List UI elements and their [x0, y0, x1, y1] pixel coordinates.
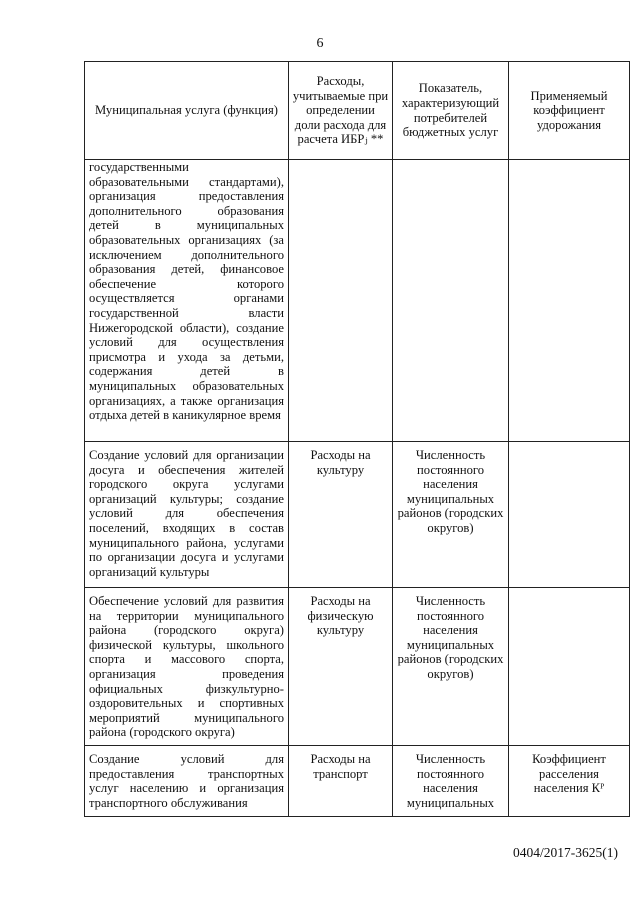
- page-number: 6: [316, 36, 324, 51]
- header-indicator: Показатель, характеризующий потребителей бюджетных услуг: [393, 62, 509, 160]
- expenses-cell: Расходы на транспорт: [289, 746, 393, 817]
- service-cell: государственными образовательными стандартами), организация предоставления дополнительного образования детей в муниципальных образовательных организациях (за исключением дополнительного образования детей, финансовое обеспечение которого осуществляется органами государственной власти Нижегородской области), создание условий для осуществления присмотра и ухода за детьми, содержания детей в муниципальных образовательных организациях, а также организация отдыха детей в каникулярное время: [85, 160, 289, 442]
- service-cell: Обеспечение условий для развития на территории муниципального района (городского округа) физической культуры, школьного спорта и массового спорта, организация проведения официальных физкультурно-оздоровительных и спортивных мероприятий муниципального района (городского округа): [85, 588, 289, 746]
- indicator-cell: Численность постоянного населения муниципальных: [393, 746, 509, 817]
- expenses-cell: [289, 160, 393, 442]
- expenses-cell: Расходы на физическую культуру: [289, 588, 393, 746]
- document-code: 0404/2017-3625(1): [513, 845, 618, 860]
- coefficient-cell: [509, 588, 630, 746]
- table-header-row: [85, 62, 630, 160]
- service-cell: Создание условий для предоставления транспортных услуг населению и организация транспортного обслуживания: [85, 746, 289, 817]
- expenses-cell: Расходы на культуру: [289, 442, 393, 588]
- table-row: [85, 588, 630, 746]
- header-service: Муниципальная услуга (функция): [85, 62, 289, 160]
- table-row: [85, 160, 630, 442]
- indicator-cell: [393, 160, 509, 442]
- indicator-cell: Численность постоянного населения муниципальных районов (городских округов): [393, 442, 509, 588]
- coefficient-cell: [509, 442, 630, 588]
- services-table: [84, 61, 630, 817]
- header-expenses: Расходы, учитываемые при определении доли расхода для расчета ИБРⱼ **: [289, 62, 393, 160]
- header-coefficient: Применяемый коэффициент удорожания: [509, 62, 630, 160]
- coefficient-cell: Коэффициент расселения населения Кᴾ: [509, 746, 630, 817]
- indicator-cell: Численность постоянного населения муниципальных районов (городских округов): [393, 588, 509, 746]
- table-row: [85, 442, 630, 588]
- service-cell: Создание условий для организации досуга и обеспечения жителей городского округа услугами организаций культуры; создание условий для обеспечения поселений, входящих в состав муниципального района, услугами по организации досуга и услугами организаций культуры: [85, 442, 289, 588]
- table-row: [85, 746, 630, 817]
- coefficient-cell: [509, 160, 630, 442]
